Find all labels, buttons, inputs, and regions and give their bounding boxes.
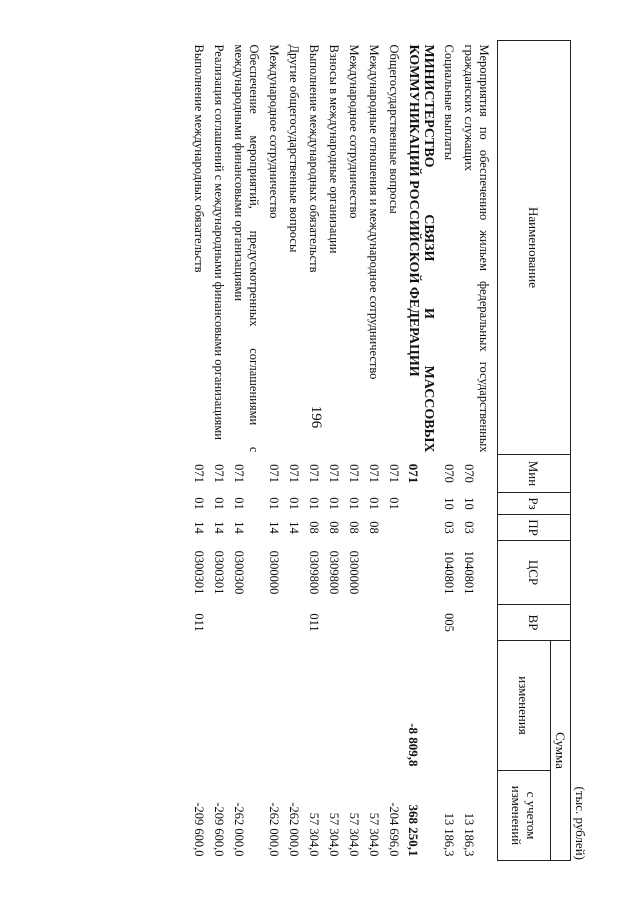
cell-csr: 0300000 xyxy=(267,550,281,595)
cell-changes xyxy=(459,641,498,771)
cell-csr: 0309800 xyxy=(307,550,321,595)
cell-csr: 0300301 xyxy=(192,550,206,595)
cell-rz: 01 xyxy=(267,497,281,510)
cell-pr: 14 xyxy=(232,521,246,534)
rotated-page-content xyxy=(100,40,590,860)
cell-vr xyxy=(229,605,264,641)
cell-name: Международное сотрудничество xyxy=(347,44,361,219)
cell-pr: 08 xyxy=(307,521,321,534)
cell-changes xyxy=(189,641,209,771)
table-row xyxy=(404,41,439,861)
cell-csr xyxy=(404,541,439,605)
cell-changes xyxy=(209,641,229,771)
cell-with-changes: -262 000,0 xyxy=(232,802,246,857)
cell-csr xyxy=(384,541,404,605)
cell-min: 071 xyxy=(287,464,301,483)
table-row xyxy=(364,41,384,861)
units-label: (тыс. рублей) xyxy=(573,786,588,860)
cell-changes xyxy=(264,641,284,771)
table-row xyxy=(284,41,304,861)
cell-min: 071 xyxy=(327,464,341,483)
cell-csr xyxy=(284,541,304,605)
header-pr: ПР xyxy=(498,515,571,541)
cell-with-changes: -262 000,0 xyxy=(287,802,301,857)
cell-min: 071 xyxy=(367,464,381,483)
cell-changes xyxy=(229,641,264,771)
cell-name: МИНИСТЕРСТВО СВЯЗИ И МАССОВЫХ КОММУНИКАЦИЙ РОССИЙСКОЙ ФЕДЕРАЦИИ xyxy=(406,44,436,453)
table-row xyxy=(439,41,459,861)
cell-min: 071 xyxy=(387,464,401,483)
cell-vr xyxy=(324,605,344,641)
cell-changes xyxy=(364,641,384,771)
cell-min: 070 xyxy=(462,464,476,483)
table-row xyxy=(264,41,284,861)
header-min: Мин xyxy=(498,455,571,493)
cell-min: 071 xyxy=(192,464,206,483)
cell-rz: 01 xyxy=(192,497,206,510)
cell-with-changes: -262 000,0 xyxy=(267,802,281,857)
header-rz: Рз xyxy=(498,493,571,515)
cell-vr xyxy=(344,605,364,641)
cell-min: 070 xyxy=(442,464,456,483)
cell-vr: 005 xyxy=(442,613,456,632)
cell-name: Реализация соглашений с международными финансовыми организациями xyxy=(212,44,226,440)
table-row xyxy=(459,41,498,861)
cell-changes xyxy=(284,641,304,771)
cell-with-changes: -209 600,0 xyxy=(212,802,226,857)
table-row xyxy=(189,41,209,861)
cell-pr: 08 xyxy=(347,521,361,534)
cell-csr: 1040801 xyxy=(442,550,456,595)
cell-name: Выполнение международных обязательств xyxy=(307,44,321,273)
table-row xyxy=(384,41,404,861)
cell-pr: 08 xyxy=(367,521,381,534)
cell-with-changes: 57 304,0 xyxy=(307,812,321,857)
cell-with-changes: 57 304,0 xyxy=(367,812,381,857)
cell-rz: 10 xyxy=(462,497,476,510)
cell-pr: 03 xyxy=(462,521,476,534)
cell-rz: 01 xyxy=(212,497,226,510)
cell-vr: 011 xyxy=(307,613,321,632)
cell-vr xyxy=(264,605,284,641)
cell-with-changes: 13 186,3 xyxy=(442,812,456,857)
cell-with-changes: 57 304,0 xyxy=(347,812,361,857)
cell-csr: 1040801 xyxy=(462,550,476,595)
table-body xyxy=(189,41,498,861)
header-summa: Сумма xyxy=(551,641,571,861)
cell-name: Международные отношения и международное сотрудничество xyxy=(367,44,381,380)
cell-with-changes: 368 250,1 xyxy=(406,804,421,857)
cell-pr: 14 xyxy=(192,521,206,534)
cell-vr xyxy=(284,605,304,641)
cell-name: Выполнение международных обязательств xyxy=(192,44,206,273)
cell-with-changes: 13 186,3 xyxy=(462,812,476,857)
cell-pr xyxy=(384,515,404,541)
cell-name: Обеспечение мероприятий, предусмотренных соглашениями с международными финансовыми организациями xyxy=(232,44,261,453)
cell-rz: 01 xyxy=(347,497,361,510)
header-row-top xyxy=(551,41,571,861)
cell-name: Международное сотрудничество xyxy=(267,44,281,219)
table-row xyxy=(324,41,344,861)
cell-min: 071 xyxy=(212,464,226,483)
cell-vr xyxy=(459,605,498,641)
cell-rz: 01 xyxy=(327,497,341,510)
cell-rz: 01 xyxy=(367,497,381,510)
table-row xyxy=(304,41,324,861)
page-number: 196 xyxy=(308,405,324,429)
cell-changes xyxy=(344,641,364,771)
header-with-changes: с учетом изменений xyxy=(498,771,551,861)
cell-vr: 011 xyxy=(192,613,206,632)
cell-rz: 01 xyxy=(307,497,321,510)
cell-csr: 0300301 xyxy=(212,550,226,595)
cell-pr: 14 xyxy=(267,521,281,534)
cell-name: Мероприятия по обеспечению жильем федеральных государственных гражданских служащих xyxy=(462,44,491,453)
cell-rz: 01 xyxy=(287,497,301,510)
table-row xyxy=(344,41,364,861)
cell-with-changes: -204 696,0 xyxy=(387,802,401,857)
cell-min: 071 xyxy=(307,464,321,483)
cell-changes: -8 809,8 xyxy=(406,723,421,767)
budget-table xyxy=(189,40,571,861)
cell-rz: 10 xyxy=(442,497,456,510)
cell-name: Общегосударственные вопросы xyxy=(387,44,401,214)
cell-min: 071 xyxy=(267,464,281,483)
cell-csr: 0309800 xyxy=(327,550,341,595)
header-csr: ЦСР xyxy=(498,541,571,605)
cell-name: Социальные выплаты xyxy=(442,44,456,161)
cell-with-changes: 57 304,0 xyxy=(327,812,341,857)
cell-rz xyxy=(404,493,439,515)
cell-vr xyxy=(404,605,439,641)
cell-pr: 14 xyxy=(287,521,301,534)
cell-changes xyxy=(439,641,459,771)
cell-min: 071 xyxy=(232,464,246,483)
cell-min: 071 xyxy=(347,464,361,483)
cell-changes xyxy=(384,641,404,771)
cell-name: Другие общегосударственные вопросы xyxy=(287,44,301,253)
cell-vr xyxy=(384,605,404,641)
table-row xyxy=(209,41,229,861)
cell-pr: 03 xyxy=(442,521,456,534)
table-row xyxy=(229,41,264,861)
header-name: Наименование xyxy=(498,41,571,455)
header-changes: изменения xyxy=(498,641,551,771)
cell-rz: 01 xyxy=(387,497,401,510)
header-vr: ВР xyxy=(498,605,571,641)
cell-changes xyxy=(324,641,344,771)
cell-vr xyxy=(209,605,229,641)
cell-pr: 14 xyxy=(212,521,226,534)
cell-csr: 0300300 xyxy=(232,550,246,595)
cell-rz: 01 xyxy=(232,497,246,510)
cell-csr xyxy=(364,541,384,605)
cell-pr: 08 xyxy=(327,521,341,534)
cell-min: 071 xyxy=(406,463,421,484)
cell-vr xyxy=(364,605,384,641)
cell-with-changes: -209 600,0 xyxy=(192,802,206,857)
cell-pr xyxy=(404,515,439,541)
cell-name: Взносы в международные организации xyxy=(327,44,341,254)
cell-changes xyxy=(304,641,324,771)
cell-csr: 0300000 xyxy=(347,550,361,595)
